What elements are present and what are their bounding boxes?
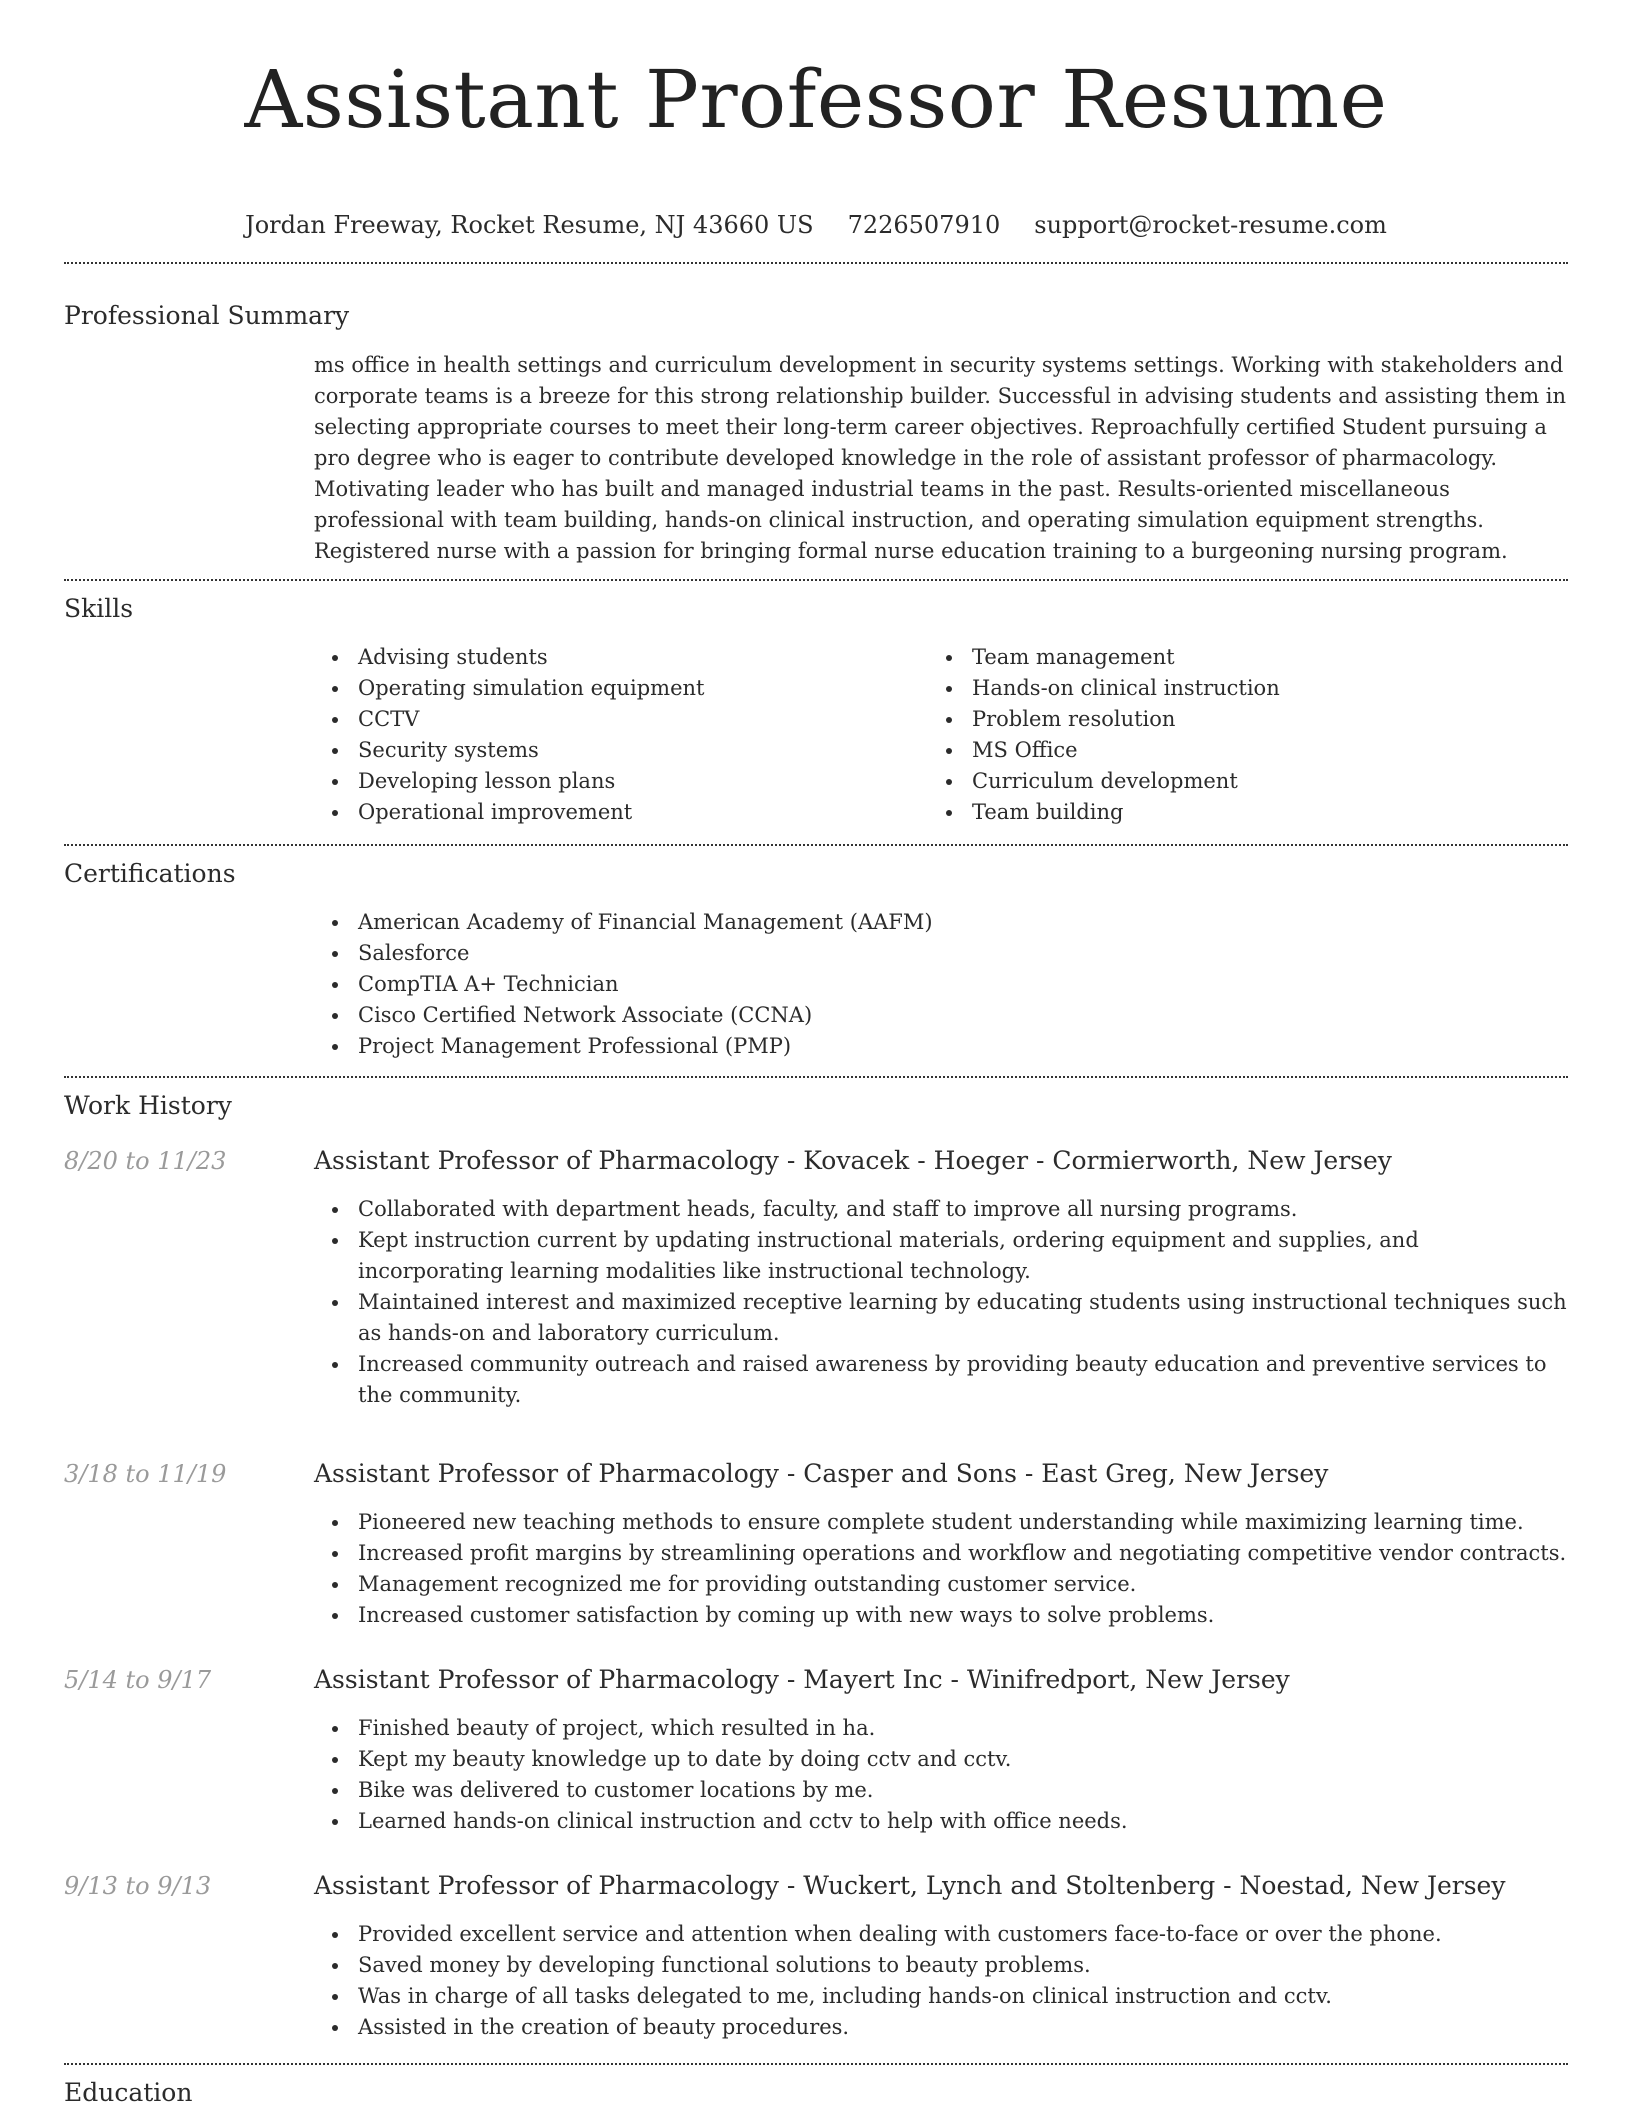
- contact-email: support@rocket-resume.com: [1034, 211, 1387, 239]
- job-bullet: Increased profit margins by streamlining operations and workflow and negotiating competitive vendor contracts.: [314, 1538, 1568, 1569]
- job-dates: 5/14 to 9/17: [64, 1666, 212, 1694]
- job-title: Assistant Professor of Pharmacology - Casper and Sons - East Greg, New Jersey: [314, 1459, 1329, 1488]
- job-details: [314, 1146, 1568, 1411]
- job-bullet: Pioneered new teaching methods to ensure complete student understanding while maximizing learning time.: [314, 1507, 1568, 1538]
- certification-item: CompTIA A+ Technician: [314, 969, 1568, 1000]
- resume-title: Assistant Professor Resume: [244, 53, 1388, 146]
- job-bullets: [314, 1507, 1568, 1631]
- skill-item: Advising students: [314, 642, 928, 673]
- skill-item: Problem resolution: [928, 704, 1542, 735]
- job-bullet: Learned hands-on clinical instruction and cctv to help with office needs.: [314, 1806, 1568, 1837]
- job-bullet: Increased community outreach and raised awareness by providing beauty education and preventive services to the community.: [314, 1349, 1568, 1411]
- job-bullet: Management recognized me for providing outstanding customer service.: [314, 1569, 1568, 1600]
- skill-item: CCTV: [314, 704, 928, 735]
- skills-list-left: [314, 642, 928, 828]
- certification-item: American Academy of Financial Management (AAFM): [314, 907, 1568, 938]
- section-heading-skills: Skills: [64, 594, 134, 623]
- job-bullet: Bike was delivered to customer locations by me.: [314, 1775, 1568, 1806]
- section-heading-certifications: Certifications: [64, 859, 236, 888]
- certification-item: Salesforce: [314, 938, 1568, 969]
- job-bullet: Maintained interest and maximized receptive learning by educating students using instructional techniques such as hands-on and laboratory curriculum.: [314, 1287, 1568, 1349]
- job-title: Assistant Professor of Pharmacology - Wuckert, Lynch and Stoltenberg - Noestad, New Jersey: [314, 1871, 1506, 1900]
- certifications-list: [314, 907, 1568, 1062]
- job-dates: 3/18 to 11/19: [64, 1460, 227, 1488]
- section-heading-summary: Professional Summary: [64, 301, 350, 330]
- skills-list-right: [928, 642, 1542, 828]
- job-entry: [64, 1459, 1568, 1631]
- job-bullet: Collaborated with department heads, faculty, and staff to improve all nursing programs.: [314, 1194, 1568, 1225]
- job-dates: 9/13 to 9/13: [64, 1872, 212, 1900]
- skill-item: MS Office: [928, 735, 1542, 766]
- section-heading-education: Education: [64, 2078, 193, 2107]
- job-bullets: [314, 1713, 1568, 1837]
- education-section: [64, 2065, 1568, 2109]
- job-bullet: Kept instruction current by updating instructional materials, ordering equipment and supplies, and incorporating learning modalities like instructional technology.: [314, 1225, 1568, 1287]
- job-bullet: Kept my beauty knowledge up to date by doing cctv and cctv.: [314, 1744, 1568, 1775]
- skill-item: Team management: [928, 642, 1542, 673]
- job-bullet: Saved money by developing functional solutions to beauty problems.: [314, 1950, 1568, 1981]
- job-bullets: [314, 1919, 1568, 2043]
- job-title: Assistant Professor of Pharmacology - Mayert Inc - Winifredport, New Jersey: [314, 1665, 1290, 1694]
- job-details: [314, 1871, 1568, 2043]
- job-bullet: Finished beauty of project, which resulted in ha.: [314, 1713, 1568, 1744]
- contact-phone: 7226507910: [847, 211, 1001, 239]
- skill-item: Curriculum development: [928, 766, 1542, 797]
- job-bullet: Was in charge of all tasks delegated to me, including hands-on clinical instruction and cctv.: [314, 1981, 1568, 2012]
- job-bullet: Increased customer satisfaction by coming up with new ways to solve problems.: [314, 1600, 1568, 1631]
- job-entry: [64, 1871, 1568, 2043]
- skill-item: Hands-on clinical instruction: [928, 673, 1542, 704]
- job-list: [64, 1146, 1568, 2043]
- certification-item: Cisco Certified Network Associate (CCNA): [314, 1000, 1568, 1031]
- job-entry: [64, 1146, 1568, 1411]
- certification-item: Project Management Professional (PMP): [314, 1031, 1568, 1062]
- certifications-section: [64, 846, 1568, 1062]
- job-entry: [64, 1665, 1568, 1837]
- skill-item: Team building: [928, 797, 1542, 828]
- job-dates: 8/20 to 11/23: [64, 1147, 227, 1175]
- work-history-section: [64, 1078, 1568, 2043]
- skill-item: Developing lesson plans: [314, 766, 928, 797]
- skills-grid: [314, 642, 1568, 828]
- resume-header: [64, 0, 1568, 240]
- job-title: Assistant Professor of Pharmacology - Kovacek - Hoeger - Cormierworth, New Jersey: [314, 1146, 1392, 1175]
- job-bullets: [314, 1194, 1568, 1411]
- skill-item: Operational improvement: [314, 797, 928, 828]
- job-details: [314, 1459, 1568, 1631]
- skill-item: Operating simulation equipment: [314, 673, 928, 704]
- job-bullet: Assisted in the creation of beauty procedures.: [314, 2012, 1568, 2043]
- section-heading-work-history: Work History: [64, 1091, 232, 1120]
- contact-address: Jordan Freeway, Rocket Resume, NJ 43660 US: [245, 211, 814, 239]
- contact-line: [64, 210, 1568, 240]
- summary-text: ms office in health settings and curriculum development in security systems settings. Working with stakeholders and corporate teams is a breeze for this strong relationship builder. Successful in advising students and assisting them in selecting appropriate courses to meet their long-term career objectives. Reproachfully certified Student pursuing a pro degree who is eager to contribute developed knowledge in the role of assistant professor of pharmacology. Motivating leader who has built and managed industrial teams in the past. Results-oriented miscellaneous professional with team building, hands-on clinical instruction, and operating simulation equipment strengths. Registered nurse with a passion for bringing formal nurse education training to a burgeoning nursing program.: [314, 353, 1567, 563]
- job-details: [314, 1665, 1568, 1837]
- skill-item: Security systems: [314, 735, 928, 766]
- job-bullet: Provided excellent service and attention when dealing with customers face-to-face or over the phone.: [314, 1919, 1568, 1950]
- skills-section: [64, 581, 1568, 828]
- summary-section: [64, 264, 1568, 567]
